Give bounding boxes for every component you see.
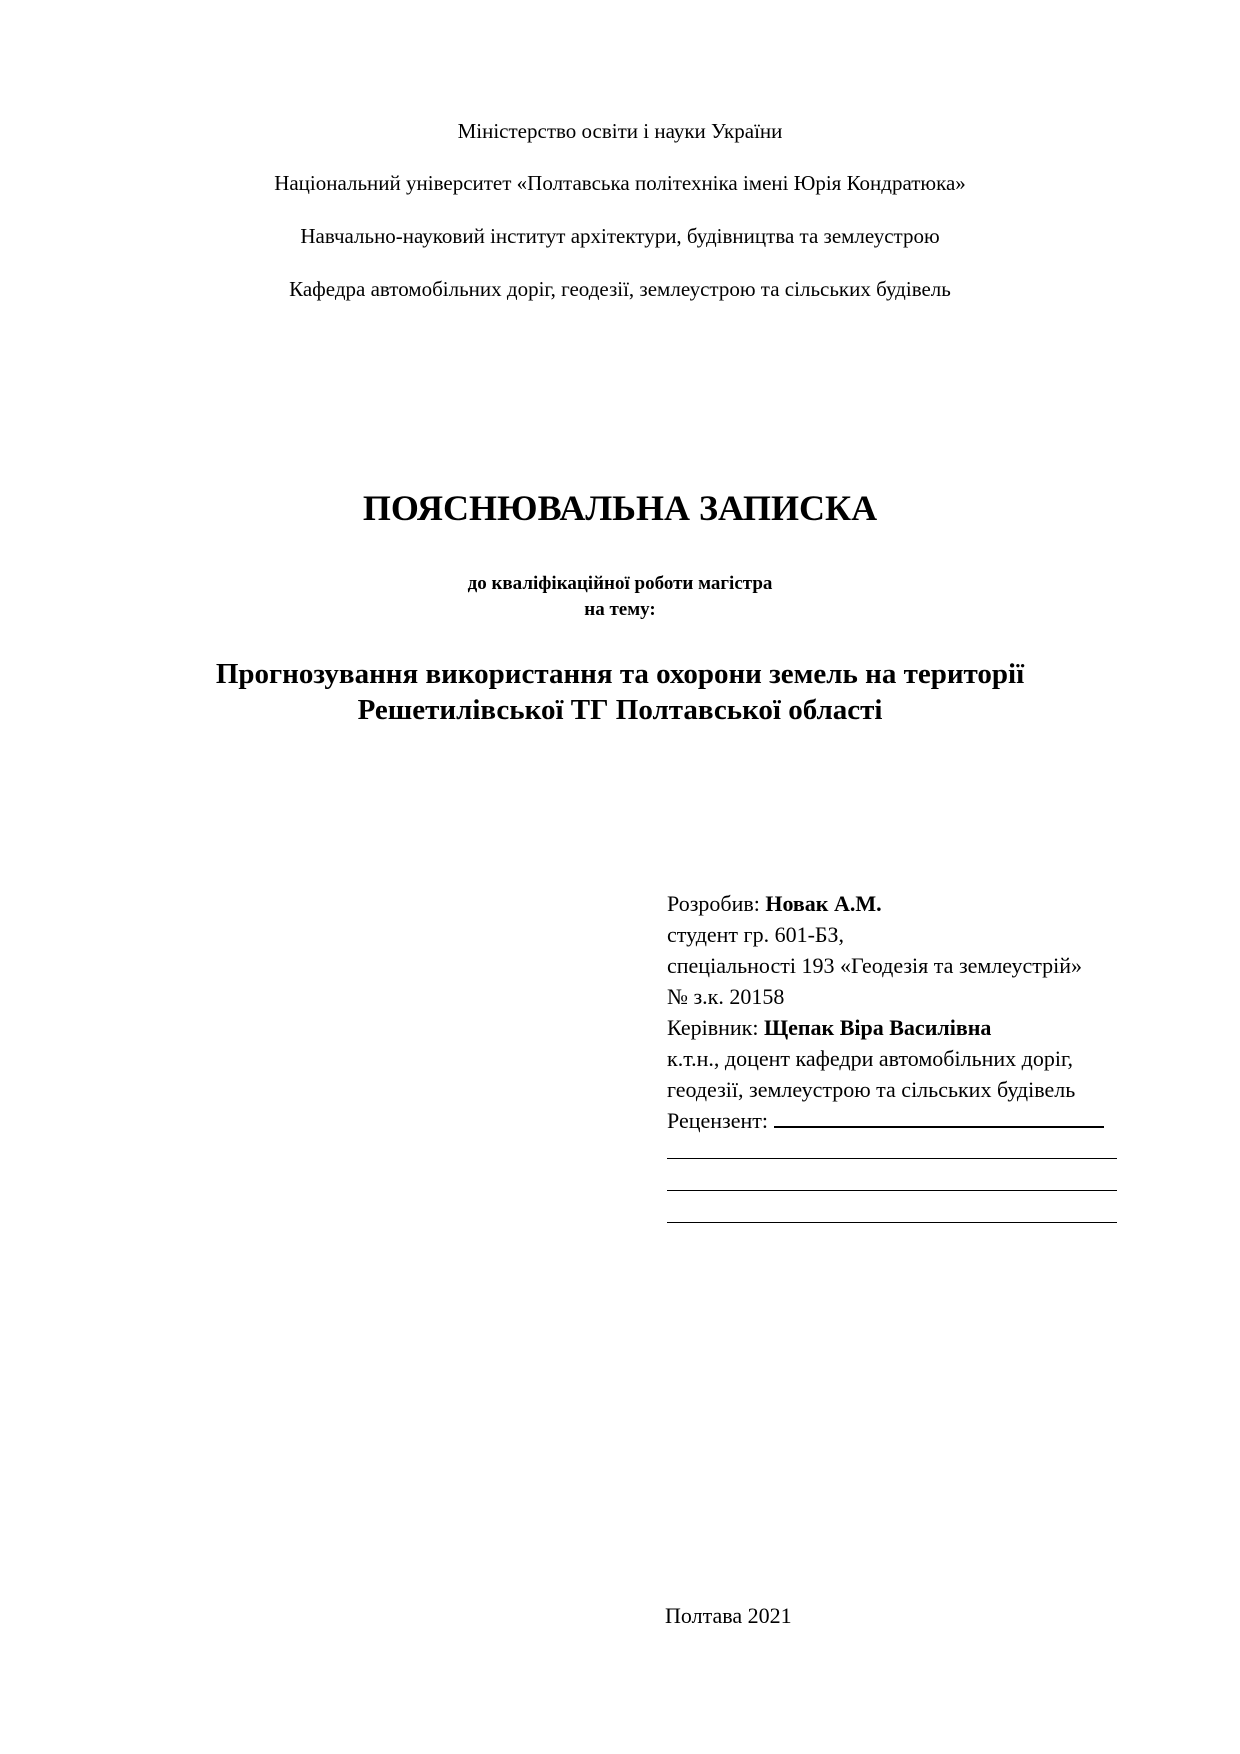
reviewer-signature-line (774, 1108, 1104, 1128)
supervisor-name: Щепак Віра Василівна (763, 1015, 992, 1040)
university-line: Національний університет «Полтавська політехніка імені Юрія Кондратюка» (274, 171, 966, 195)
reviewer-row (667, 1105, 1187, 1136)
developer-label: Розробив: (667, 891, 760, 916)
specialty: спеціальності 193 «Геодезія та землеустрій» (667, 953, 1083, 978)
student-group: студент гр. 601-БЗ, (667, 922, 845, 947)
developer-row (667, 888, 1187, 919)
subtitle-line-2: на тему: (584, 599, 656, 620)
subtitle-line-1: до кваліфікаційної роботи магістра (467, 573, 773, 594)
supervisor-title-line-1: к.т.н., доцент кафедри автомобільних доріг, (667, 1046, 1074, 1071)
topic-line-1: Прогнозування використання та охорони земель на території (215, 658, 1025, 690)
ministry-line: Міністерство освіти і науки України (457, 119, 783, 143)
developer-name: Новак А.М. (765, 891, 882, 916)
supervisor-label: Керівник: (667, 1015, 759, 1040)
topic-line-2: Решетилівської ТГ Полтавської області (357, 694, 883, 726)
blank-line-2 (667, 1168, 1117, 1191)
institute-line: Навчально-науковий інститут архітектури, будівництва та землеустрою (300, 224, 940, 248)
city-year: Полтава 2021 (665, 1603, 792, 1628)
author-block (667, 888, 1187, 1232)
supervisor-row (667, 1012, 1187, 1043)
page-title: ПОЯСНЮВАЛЬНА ЗАПИСКА (362, 488, 878, 528)
reviewer-label: Рецензент: (667, 1108, 768, 1133)
department-line: Кафедра автомобільних доріг, геодезії, землеустрою та сільських будівель (289, 277, 951, 301)
record-book-number: № з.к. 20158 (667, 984, 785, 1009)
blank-line-3 (667, 1200, 1117, 1223)
supervisor-title-line-2: геодезії, землеустрою та сільських будівель (667, 1077, 1076, 1102)
blank-line-1 (667, 1136, 1117, 1159)
